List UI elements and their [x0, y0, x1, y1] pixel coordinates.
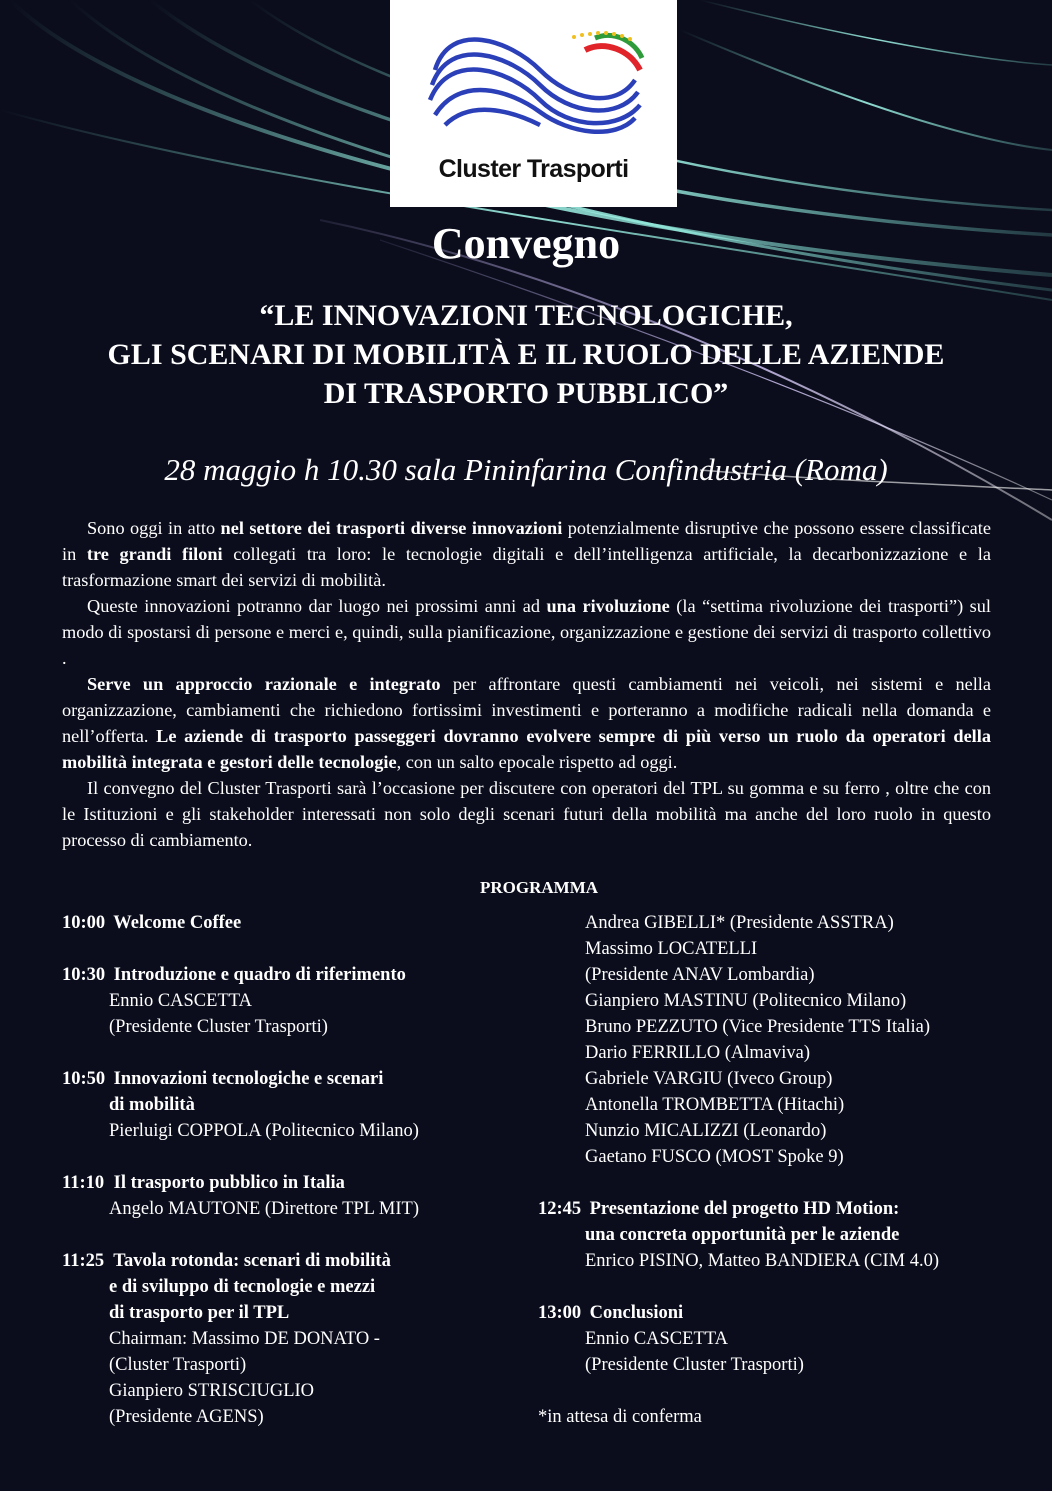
text-run-bold: nel settore dei trasporti diverse innovazioni — [220, 518, 563, 538]
text-run: Sono oggi in atto — [87, 518, 221, 538]
agenda-title-cont: di mobilità — [109, 1095, 195, 1115]
agenda-title: Conclusioni — [589, 1303, 684, 1323]
intro-paragraph — [62, 515, 991, 593]
agenda-title: Introduzione e quadro di riferimento — [113, 965, 406, 985]
agenda-item — [62, 962, 522, 1040]
agenda-time: 10:30 — [62, 965, 106, 985]
logo-name: Cluster Trasporti — [438, 155, 629, 183]
agenda-time: 10:50 — [62, 1069, 106, 1089]
panel-list — [538, 910, 1008, 1170]
panelist: Nunzio MICALIZZI (Leonardo) — [585, 1121, 827, 1141]
text-run-bold: Serve un approccio razionale e integrato — [87, 674, 441, 694]
panelist: Massimo LOCATELLI — [585, 939, 758, 959]
speaker: Pierluigi COPPOLA (Politecnico Milano) — [109, 1121, 419, 1141]
text-run-bold: Le aziende di trasporto passeggeri dovranno evolvere sempre di più verso un ruolo da operatori della mobilità integrata e gestori delle tecnologie — [62, 726, 991, 772]
panelist: Dario FERRILLO (Almaviva) — [585, 1043, 811, 1063]
speaker-role: (Presidente Cluster Trasporti) — [585, 1355, 804, 1375]
text-run-bold: una rivoluzione — [546, 596, 670, 616]
panelist: Gianpiero MASTINU (Politecnico Milano) — [585, 991, 907, 1011]
programma-left-column — [62, 910, 522, 1456]
agenda-time: 10:00 — [62, 913, 106, 933]
agenda-item — [538, 1196, 1008, 1274]
agenda-title: Tavola rotonda: scenari di mobilità — [113, 1251, 391, 1271]
agenda-title-cont: e di sviluppo di tecnologie e mezzi — [109, 1277, 376, 1297]
agenda-item — [62, 1170, 522, 1222]
agenda-item — [538, 1300, 1008, 1378]
agenda-item — [62, 1066, 522, 1144]
page-heading: Convegno — [431, 219, 621, 268]
text-run: Queste innovazioni potranno dar luogo nei prossimi anni ad — [87, 596, 547, 616]
panelist: Antonella TROMBETTA (Hitachi) — [585, 1095, 845, 1115]
agenda-time: 12:45 — [538, 1199, 582, 1219]
event-title — [0, 296, 1052, 413]
panelist: Andrea GIBELLI* (Presidente ASSTRA) — [585, 913, 894, 933]
agenda-title: Innovazioni tecnologiche e scenari — [113, 1069, 384, 1089]
text-run: potenzialmente disruptive che possono essere classificate in — [62, 518, 991, 564]
panelist: Gaetano FUSCO (MOST Spoke 9) — [585, 1147, 844, 1167]
speaker-role: (Cluster Trasporti) — [109, 1355, 247, 1375]
event-date-venue: 28 maggio h 10.30 sala Pininfarina Confindustria (Roma) — [164, 452, 888, 487]
agenda-item — [62, 910, 522, 936]
speaker: Gianpiero STRISCIUGLIO — [109, 1381, 315, 1401]
speaker: Ennio CASCETTA — [109, 991, 252, 1011]
speaker: Ennio CASCETTA — [585, 1329, 728, 1349]
speaker: Chairman: Massimo DE DONATO - — [109, 1329, 380, 1349]
programma-heading: PROGRAMMA — [479, 878, 599, 897]
speaker-role: (Presidente AGENS) — [109, 1407, 264, 1427]
panelist: (Presidente ANAV Lombardia) — [585, 965, 815, 985]
intro-text — [62, 515, 991, 853]
agenda-title-cont: di trasporto per il TPL — [109, 1303, 290, 1323]
panelist: Bruno PEZZUTO (Vice Presidente TTS Italia) — [585, 1017, 931, 1037]
agenda-item — [62, 1248, 522, 1430]
agenda-time: 11:10 — [62, 1173, 105, 1193]
title-line: DI TRASPORTO PUBBLICO” — [323, 377, 729, 410]
agenda-time: 13:00 — [538, 1303, 582, 1323]
agenda-title: Welcome Coffee — [113, 913, 242, 933]
title-line: GLI SCENARI DI MOBILITÀ E IL RUOLO DELLE AZIENDE — [107, 338, 945, 371]
text-run: collegati tra loro: le tecnologie digitali e dell’intelligenza artificiale, la decarbonizzazione e la trasformazione smart dei servizi di mobilità. — [62, 544, 991, 590]
intro-paragraph: Il convegno del Cluster Trasporti sarà l’occasione per discutere con operatori del TPL su gomma e su ferro , oltre che con le Istituzioni e gli stakeholder interessati non solo degli scenari futuri della mobilità ma anche del loro ruolo in questo processo di cambiamento. — [62, 778, 991, 850]
agenda-title: Il trasporto pubblico in Italia — [113, 1173, 345, 1193]
cluster-trasporti-logo — [390, 0, 677, 207]
agenda-title: Presentazione del progetto HD Motion: — [589, 1199, 900, 1219]
intro-paragraph — [62, 593, 991, 671]
panelist: Gabriele VARGIU (Iveco Group) — [585, 1069, 833, 1089]
agenda-time: 11:25 — [62, 1251, 105, 1271]
speaker: Angelo MAUTONE (Direttore TPL MIT) — [109, 1199, 419, 1219]
title-line: “LE INNOVAZIONI TECNOLOGICHE, — [259, 299, 793, 332]
speaker: Enrico PISINO, Matteo BANDIERA (CIM 4.0) — [585, 1251, 940, 1271]
programma-right-column — [538, 910, 1008, 1430]
text-run: (la “settima rivoluzione dei trasporti”) sul modo di spostarsi di persone e merci e, quindi, sulla pianificazione, organizzazione e gestione dei servizi di trasporto collettivo . — [62, 596, 991, 668]
footnote: *in attesa di conferma — [538, 1407, 702, 1427]
agenda-title-cont: una concreta opportunità per le aziende — [585, 1225, 900, 1245]
logo-waves-emblem — [390, 0, 677, 160]
intro-paragraph — [62, 671, 991, 775]
text-run: per affrontare questi cambiamenti nei veicoli, nei sistemi e nella organizzazione, cambiamenti che richiedono fortissimi investimenti e porteranno a modifiche radicali nella domanda e nell’offerta. — [62, 674, 991, 746]
text-run-bold: tre grandi filoni — [86, 544, 223, 564]
speaker-role: (Presidente Cluster Trasporti) — [109, 1017, 328, 1037]
text-run: , con un salto epocale rispetto ad oggi. — [396, 752, 678, 772]
